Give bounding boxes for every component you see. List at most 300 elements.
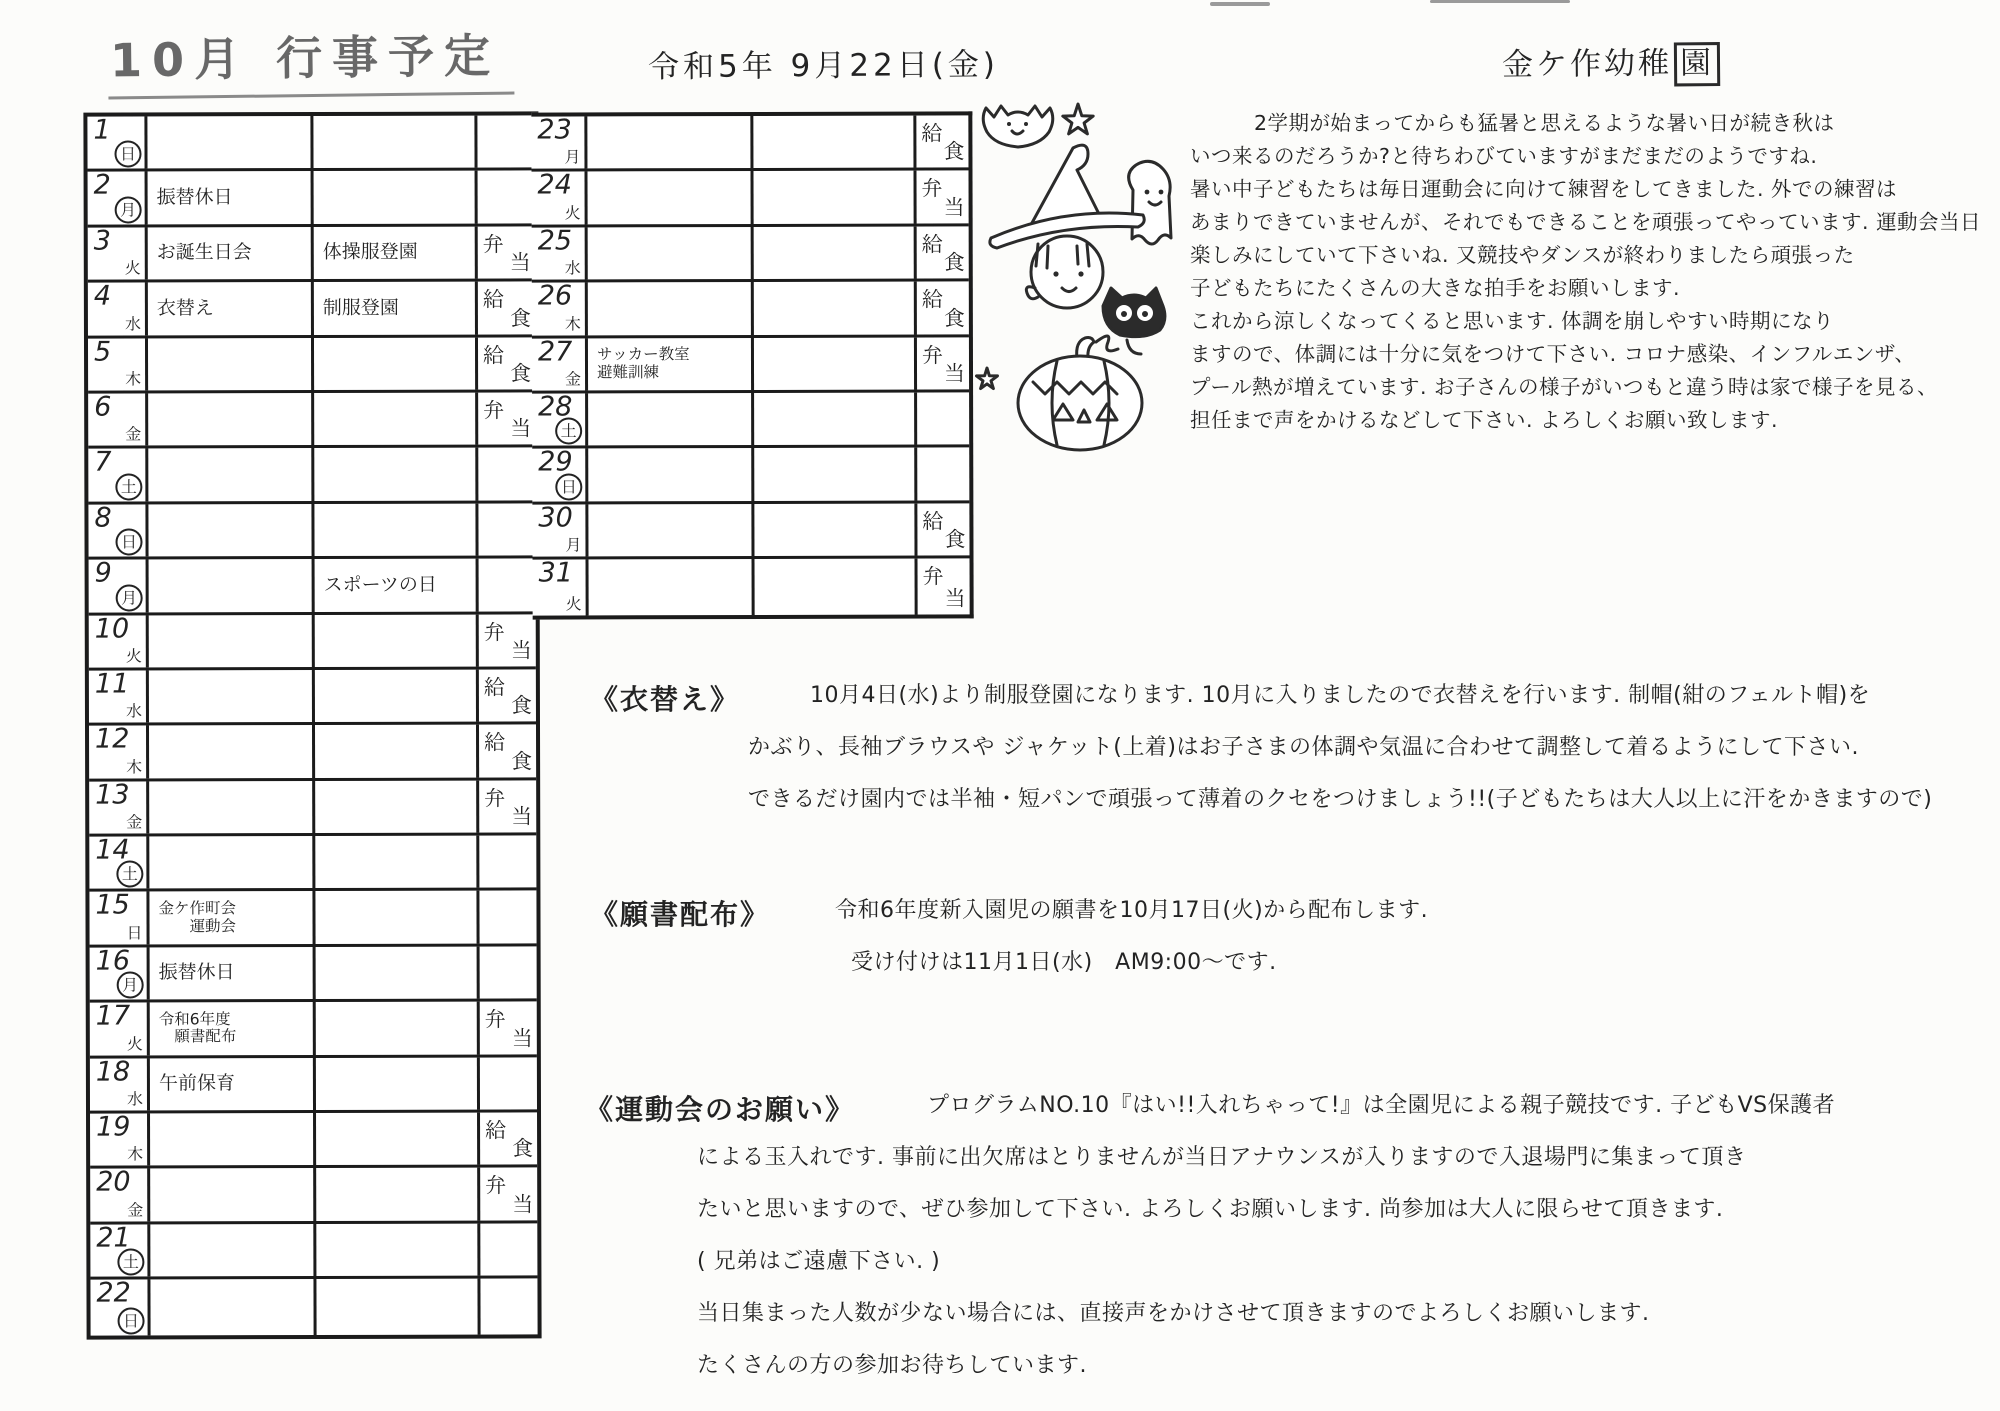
meal-cell (917, 282, 969, 335)
meal-cell (478, 226, 535, 279)
date-number: 13 (95, 779, 130, 811)
date-cell (90, 1166, 150, 1222)
meal-label-char: 給 (921, 232, 943, 257)
date-cell (532, 504, 588, 557)
event-cell: 振替休日 (148, 171, 314, 224)
event-cell (589, 559, 755, 615)
date-cell (90, 1224, 150, 1277)
date-cell (88, 338, 148, 391)
meal-label-char: 給 (484, 730, 506, 755)
date-cell (88, 393, 148, 446)
table-row (90, 1279, 537, 1336)
event-cell (316, 1279, 480, 1335)
event-cell (754, 503, 917, 556)
meal-cell (918, 559, 970, 615)
day-of-week: 火 (565, 593, 582, 614)
event-cell: 制服登園 (314, 282, 478, 335)
meal-cell (480, 1168, 537, 1221)
event-cell (753, 116, 916, 169)
table-row (88, 282, 535, 339)
event-cell (149, 615, 315, 668)
meal-label-char: 弁 (921, 343, 944, 368)
day-of-week: 水 (126, 1089, 144, 1109)
intro-paragraph (1190, 106, 2000, 436)
date-number: 10 (94, 612, 130, 645)
meal-cell (479, 780, 536, 833)
meal-cell (480, 1002, 537, 1055)
meal-label-char: 弁 (484, 786, 506, 811)
event-cell (588, 393, 754, 446)
halloween-witch-pumpkin-illustration (975, 96, 1197, 462)
event-cell (150, 1168, 316, 1221)
day-of-week: 土 (115, 473, 142, 500)
meal-cell (479, 669, 536, 722)
event-cell (148, 504, 314, 557)
event-cell (315, 836, 479, 889)
table-row (88, 171, 535, 228)
day-of-week: 月 (565, 535, 582, 555)
day-of-week: 土 (117, 1249, 144, 1276)
event-cell: 振替休日 (150, 947, 316, 1000)
intro-text-line: 2学期が始まってからも猛暑と思えるような暑い日が続き秋は (1254, 111, 1835, 135)
event-cell (588, 448, 754, 501)
event-cell (316, 1168, 480, 1221)
date-number: 18 (95, 1056, 131, 1088)
meal-label-char: 給 (483, 343, 505, 368)
meal-label-char: 食 (944, 527, 966, 552)
date-number: 12 (94, 723, 130, 755)
date-cell (89, 612, 149, 668)
section-text-line: 令和6年度新入園児の願書を10月17日(火)から配布します. (835, 898, 1429, 923)
meal-label-char: 当 (509, 250, 531, 275)
date-number: 29 (538, 446, 573, 478)
meal-cell (480, 1223, 537, 1276)
school-name-boxed-char: 園 (1674, 42, 1720, 86)
event-cell (754, 226, 917, 279)
table-row (532, 448, 969, 505)
meal-label-char: 食 (943, 139, 965, 164)
meal-cell (480, 1112, 537, 1165)
intro-lines (1190, 106, 2000, 436)
date-number: 28 (538, 391, 573, 423)
event-cell (148, 338, 314, 391)
table-row (89, 891, 536, 948)
day-of-week: 土 (555, 418, 582, 445)
issue-date: 令和5年 9月22日(金) (647, 46, 1000, 86)
meal-label-char: 食 (510, 361, 532, 386)
event-cell (148, 448, 314, 501)
event-cell: 体操服登園 (314, 226, 478, 279)
date-number: 27 (537, 336, 573, 368)
meal-cell (917, 448, 969, 501)
section-heading-gansho-haifu: 《願書配布》 (590, 898, 771, 931)
event-cell (587, 171, 753, 224)
date-number: 6 (94, 391, 112, 423)
intro-text-line: これから涼しくなってくると思います. 体調を崩しやすい時期になり (1190, 309, 1835, 333)
section-koromogae (590, 678, 1990, 834)
meal-label-char: 弁 (485, 1173, 507, 1198)
school-name (1502, 37, 1720, 84)
date-cell (532, 227, 588, 280)
date-cell (88, 446, 148, 502)
section-text-line: プログラムNO.10『はい!!入れちゃって!』は全園児による親子競技です. 子どもVS保護者 (927, 1093, 1836, 1118)
day-of-week: 日 (115, 529, 142, 556)
date-number: 16 (95, 945, 131, 977)
meal-label-char: 当 (512, 1192, 534, 1217)
date-cell (88, 504, 148, 557)
black-cat-icon (1103, 288, 1165, 354)
meal-label-char: 当 (943, 195, 965, 220)
scan-artifact (1430, 0, 1570, 3)
meal-cell (478, 448, 535, 501)
date-number: 8 (94, 502, 112, 534)
date-number: 2 (93, 169, 111, 201)
date-cell (89, 781, 149, 834)
day-of-week: 火 (124, 258, 141, 278)
event-cell (315, 891, 479, 944)
table-row (532, 392, 969, 449)
date-number: 22 (96, 1277, 131, 1309)
meal-cell (479, 835, 536, 888)
meal-cell (478, 171, 535, 224)
date-number: 25 (537, 225, 573, 257)
event-cell (150, 1113, 316, 1166)
event-cell (754, 282, 917, 335)
meal-label-char: 弁 (922, 564, 944, 589)
meal-cell (479, 725, 536, 778)
event-cell (754, 393, 917, 446)
section-body (697, 1088, 2000, 1400)
table-row (88, 226, 535, 283)
table-row (89, 780, 536, 837)
event-cell (315, 725, 479, 778)
event-cell (588, 282, 754, 335)
table-row (90, 1223, 537, 1280)
meal-cell (478, 282, 535, 335)
intro-text-line: 楽しみにしていて下さいね. 又競技やダンスが終わりましたら頑張った (1190, 243, 1855, 267)
date-cell (90, 1277, 150, 1336)
event-cell (316, 1002, 480, 1055)
section-text-line: ( 兄弟はご遠慮下さい. ) (697, 1249, 941, 1274)
date-cell (90, 1058, 150, 1111)
day-of-week: 金 (127, 1200, 144, 1220)
date-number: 14 (95, 834, 130, 866)
event-cell (147, 116, 313, 169)
event-cell (315, 669, 479, 722)
meal-cell (480, 1279, 537, 1335)
event-cell: 金ケ作町会 運動会 (149, 891, 315, 944)
witch-girl-icon (1026, 236, 1103, 308)
date-cell (89, 557, 149, 613)
event-cell (314, 503, 478, 556)
meal-label-char: 当 (511, 1026, 533, 1051)
date-number: 31 (538, 557, 573, 589)
table-row (88, 448, 535, 505)
day-of-week: 金 (126, 812, 143, 832)
event-cell (150, 1279, 316, 1335)
date-cell (87, 116, 147, 169)
date-cell (89, 834, 149, 890)
event-cell (587, 116, 753, 169)
table-row (532, 337, 969, 394)
table-row (89, 669, 536, 726)
date-cell (533, 557, 589, 616)
intro-text-line: あまりできていませんが、それでもできることを頑張ってやっています. 運動会当日 (1190, 210, 1982, 234)
witch-hat-icon (990, 145, 1144, 248)
date-number: 5 (93, 336, 112, 368)
date-cell (90, 1000, 150, 1056)
event-cell (314, 337, 478, 390)
day-of-week: 月 (116, 584, 143, 611)
date-number: 30 (538, 502, 573, 534)
section-text-line: たいと思いますので、ぜひ参加して下さい. よろしくお願いします. 尚参加は大人に限らせて頂きます. (697, 1197, 1724, 1222)
small-star-icon (977, 368, 998, 389)
intro-text-line: ますので、体調には十分に気をつけて下さい. コロナ感染、インフルエンザ、 (1190, 342, 1916, 366)
day-of-week: 日 (114, 141, 141, 168)
day-of-week: 金 (564, 369, 582, 389)
date-cell (532, 280, 588, 336)
star-icon (1063, 104, 1093, 134)
section-text-line: 当日集まった人数が少ない場合には、直接声をかけさせて頂きますのでよろしくお願いします. (697, 1301, 1650, 1326)
table-row (90, 1112, 537, 1169)
event-cell (150, 1224, 316, 1277)
date-cell (532, 338, 588, 391)
day-of-week: 水 (124, 314, 141, 334)
event-cell (588, 227, 754, 280)
meal-label-char: 食 (511, 749, 533, 774)
table-row (88, 337, 535, 394)
date-cell (90, 1113, 150, 1166)
section-heading-undokai-onegai: 《運動会のお願い》 (585, 1093, 856, 1126)
event-cell (316, 1057, 480, 1110)
table-row (87, 115, 534, 172)
date-number: 7 (94, 446, 112, 478)
jack-o-lantern-icon (1018, 336, 1142, 450)
event-cell (753, 171, 916, 224)
date-cell (532, 393, 588, 446)
section-text-line: 10月4日(水)より制服登園になります. 10月に入りましたので衣替えを行います. 制帽(紺のフェルト帽)を (810, 683, 1871, 708)
day-of-week: 木 (127, 1144, 144, 1164)
meal-label-char: 給 (921, 121, 943, 146)
bat-icon (983, 106, 1053, 147)
event-cell: サッカー教室 避難訓練 (588, 338, 754, 391)
event-cell (314, 448, 478, 501)
meal-label-char: 弁 (483, 398, 505, 423)
intro-text-line: いつ来るのだろうか?と待ちわびていますがまだまだのようですね. (1190, 144, 1818, 168)
day-of-week: 水 (125, 701, 142, 721)
table-row (90, 1002, 537, 1059)
meal-cell (480, 946, 537, 999)
meal-cell (917, 226, 969, 279)
day-of-week: 日 (555, 473, 582, 500)
event-cell (316, 946, 480, 999)
day-of-week: 火 (125, 646, 142, 666)
meal-label-char: 給 (485, 1118, 507, 1143)
meal-label-char: 当 (943, 361, 966, 386)
date-number: 19 (96, 1111, 131, 1143)
intro-text-line: プール熱が増えています. お子さんの様子がいつもと違う時は家で様子を見る、 (1190, 375, 1939, 399)
date-number: 21 (96, 1222, 131, 1254)
table-row (88, 392, 535, 449)
date-number: 4 (93, 280, 112, 312)
meal-label-char: 当 (510, 638, 532, 663)
date-cell (88, 169, 148, 225)
meal-label-char: 当 (510, 416, 532, 441)
intro-text-line: 担任まで声をかけるなどして下さい. よろしくお願い致します. (1190, 408, 1779, 432)
event-cell (314, 393, 478, 446)
day-of-week: 金 (125, 424, 142, 444)
scan-artifact (1210, 2, 1270, 6)
day-of-week: 日 (126, 923, 143, 943)
event-cell (316, 1223, 480, 1276)
intro-text-line: 暑い中子どもたちは毎日運動会に向けて練習をしてきました. 外での練習は (1190, 177, 1898, 201)
section-text-line: できるだけ園内では半袖・短パンで頑張って薄着のクセをつけましょう!!(子どもたちは大人以上に汗をかきますので) (748, 787, 1933, 812)
section-text-line: かぶり、長袖ブラウスや ジャケット(上着)はお子さまの体調や気温に合わせて調整して着るようにして下さい. (748, 735, 1859, 760)
date-number: 3 (93, 225, 111, 257)
section-body (748, 678, 1990, 834)
day-of-week: 土 (116, 861, 143, 888)
day-of-week: 月 (564, 147, 581, 167)
date-number: 20 (96, 1166, 131, 1198)
event-cell (149, 781, 315, 834)
event-cell (149, 670, 315, 723)
event-cell (149, 559, 315, 612)
meal-cell (479, 559, 536, 612)
meal-label-char: 食 (512, 1136, 534, 1161)
date-number: 15 (95, 889, 130, 922)
event-cell: 午前保育 (150, 1058, 316, 1111)
date-number: 23 (537, 114, 572, 146)
meal-label-char: 給 (922, 509, 944, 534)
section-heading-koromogae: 《衣替え》 (590, 683, 741, 716)
event-cell (316, 1113, 480, 1166)
table-row (88, 503, 535, 560)
section-body (835, 893, 1890, 997)
event-cell (754, 337, 917, 390)
day-of-week: 木 (564, 314, 581, 334)
day-of-week: 月 (117, 972, 144, 999)
calendar-table-days-1-22 (83, 111, 541, 1339)
date-number: 24 (537, 169, 572, 201)
meal-label-char: 食 (510, 693, 532, 718)
meal-cell (478, 337, 535, 390)
meal-cell (916, 115, 968, 168)
event-cell: スポーツの日 (315, 559, 479, 612)
date-cell (531, 116, 587, 169)
date-cell (532, 446, 588, 502)
section-text-line: たくさんの方の参加お待ちしています. (697, 1353, 1087, 1378)
meal-cell (477, 115, 534, 168)
table-row (89, 614, 536, 671)
event-cell (315, 614, 479, 667)
meal-label-char: 給 (482, 287, 504, 312)
event-cell (313, 116, 477, 169)
meal-cell (478, 503, 535, 556)
day-of-week: 日 (118, 1307, 145, 1334)
event-cell (315, 780, 479, 833)
date-cell (89, 889, 149, 945)
meal-label-char: 弁 (483, 620, 505, 645)
section-undokai-onegai (585, 1088, 2000, 1400)
meal-label-char: 食 (943, 250, 965, 275)
date-cell (90, 947, 150, 1000)
date-number: 1 (93, 114, 111, 146)
date-number: 11 (94, 668, 130, 700)
date-cell (89, 670, 149, 723)
calendar-table-days-23-31 (531, 111, 973, 619)
school-name-main: 金ケ作幼稚 (1501, 45, 1673, 83)
event-cell: 令和6年度 願書配布 (150, 1002, 316, 1055)
section-text-line: 受け付けは11月1日(水) AM9:00〜です. (851, 950, 1277, 975)
meal-cell (479, 891, 536, 944)
meal-label-char: 弁 (482, 232, 504, 257)
event-cell (755, 559, 918, 615)
event-cell (148, 393, 314, 446)
event-cell: お誕生日会 (148, 227, 314, 280)
date-number: 17 (95, 1000, 131, 1032)
table-row (89, 725, 536, 782)
day-of-week: 火 (564, 203, 581, 223)
day-of-week: 月 (115, 196, 142, 223)
ghost-icon (1129, 161, 1171, 244)
page-title: 10月 行事予定 (108, 20, 515, 100)
date-cell (531, 169, 587, 225)
meal-cell (478, 392, 535, 445)
meal-label-char: 当 (944, 585, 966, 611)
table-row (90, 1057, 537, 1114)
date-number: 26 (537, 280, 573, 312)
date-number: 9 (94, 557, 112, 589)
meal-label-char: 弁 (484, 1007, 506, 1032)
table-row (533, 559, 970, 616)
meal-label-char: 当 (511, 804, 533, 829)
table-row (532, 282, 969, 339)
meal-cell (916, 171, 968, 224)
event-cell (149, 836, 315, 889)
meal-cell (479, 614, 536, 667)
meal-label-char: 給 (921, 287, 943, 312)
table-row (90, 946, 537, 1003)
meal-cell (917, 392, 969, 445)
table-row (531, 115, 968, 172)
meal-label-char: 給 (483, 675, 505, 700)
table-row (532, 503, 969, 560)
event-cell: 衣替え (148, 282, 314, 335)
section-text-line: による玉入れです. 事前に出欠席はとりませんが当日アナウンスが入りますので入退場門に集まって頂き (697, 1145, 1747, 1170)
day-of-week: 水 (564, 258, 581, 278)
table-row (531, 171, 968, 228)
date-cell (88, 227, 148, 280)
section-gansho-haifu (590, 893, 1890, 997)
day-of-week: 木 (126, 757, 143, 777)
meal-cell (917, 503, 969, 556)
meal-cell (480, 1057, 537, 1110)
meal-label-char: 食 (509, 305, 531, 331)
event-cell (149, 725, 315, 778)
meal-cell (917, 337, 969, 390)
day-of-week: 木 (125, 369, 142, 389)
table-row (89, 835, 536, 892)
date-cell (89, 723, 149, 779)
table-row (89, 559, 536, 616)
event-cell (314, 171, 478, 224)
event-cell (754, 448, 917, 501)
event-cell (588, 504, 754, 557)
day-of-week: 火 (126, 1034, 143, 1054)
table-row (532, 226, 969, 283)
intro-text-line: 子どもたちにたくさんの大きな拍手をお願いします. (1190, 276, 1681, 300)
meal-label-char: 弁 (921, 176, 943, 201)
